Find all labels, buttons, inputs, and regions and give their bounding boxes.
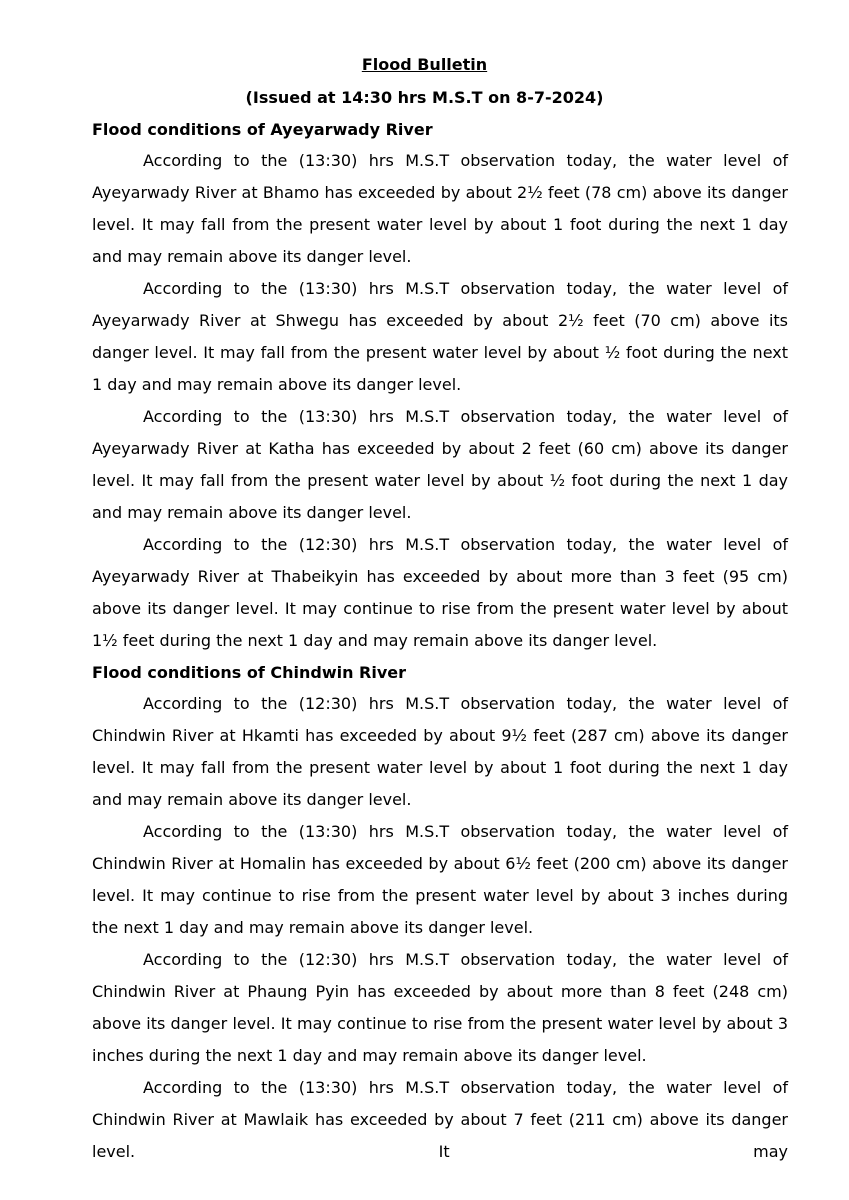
chindwin-paragraph-homalin: According to the (13:30) hrs M.S.T observation today, the water level of Chindwin River at Homalin has exceeded by about 6½ feet (200 cm) above its danger level. It may continue to rise from the present water level by about 3 inches during the next 1 day and may remain above its danger level.: [92, 822, 788, 937]
chindwin-paragraph-phaung-pyin: According to the (12:30) hrs M.S.T observation today, the water level of Chindwin River at Phaung Pyin has exceeded by about more than 8 feet (248 cm) above its danger level. It may continue to rise from the present water level by about 3 inches during the next 1 day and may remain above its danger level.: [92, 950, 788, 1065]
ayeyarwady-paragraph-bhamo: According to the (13:30) hrs M.S.T observation today, the water level of Ayeyarwady River at Bhamo has exceeded by about 2½ feet (78 cm) above its danger level. It may fall from the present water level by about 1 foot during the next 1 day and may remain above its danger level.: [92, 151, 788, 266]
bulletin-title: Flood Bulletin: [361, 55, 488, 74]
ayeyarwady-paragraph-shwegu: According to the (13:30) hrs M.S.T observation today, the water level of Ayeyarwady River at Shwegu has exceeded by about 2½ feet (70 cm) above its danger level. It may fall from the present water level by about ½ foot during the next 1 day and may remain above its danger level.: [92, 279, 788, 394]
chindwin-paragraph-mawlaik: According to the (13:30) hrs M.S.T observation today, the water level of Chindwin River at Mawlaik has exceeded by about 7 feet (211 cm) above its danger level. It may: [92, 1078, 788, 1161]
issued-line: (Issued at 14:30 hrs M.S.T on 8-7-2024): [245, 88, 604, 107]
chindwin-paragraph-hkamti: According to the (12:30) hrs M.S.T observation today, the water level of Chindwin River at Hkamti has exceeded by about 9½ feet (287 cm) above its danger level. It may fall from the present water level by about 1 foot during the next 1 day and may remain above its danger level.: [92, 694, 788, 809]
ayeyarwady-heading: Flood conditions of Ayeyarwady River: [92, 120, 433, 139]
ayeyarwady-paragraph-katha: According to the (13:30) hrs M.S.T observation today, the water level of Ayeyarwady River at Katha has exceeded by about 2 feet (60 cm) above its danger level. It may fall from the present water level by about ½ foot during the next 1 day and may remain above its danger level.: [92, 407, 788, 522]
ayeyarwady-paragraph-thabeikyin: According to the (12:30) hrs M.S.T observation today, the water level of Ayeyarwady River at Thabeikyin has exceeded by about more than 3 feet (95 cm) above its danger level. It may continue to rise from the present water level by about 1½ feet during the next 1 day and may remain above its danger level.: [92, 535, 788, 650]
chindwin-heading: Flood conditions of Chindwin River: [92, 663, 407, 682]
